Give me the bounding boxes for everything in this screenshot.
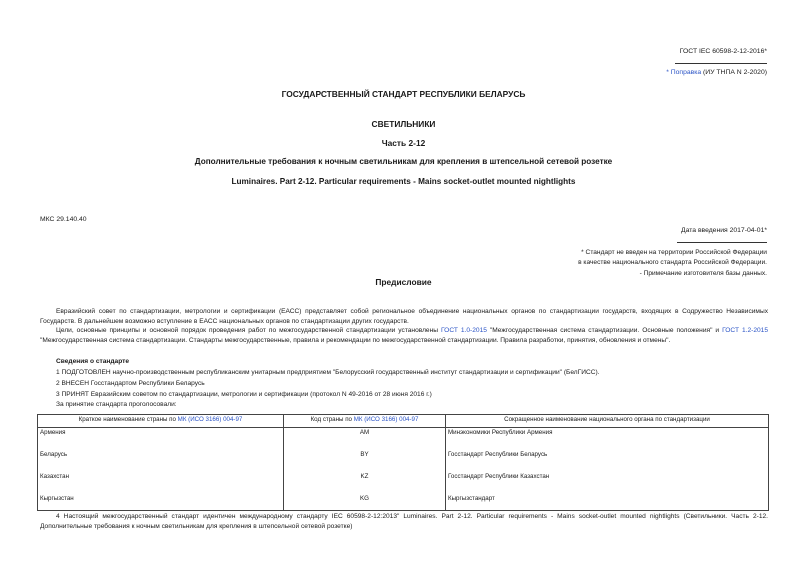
vote-line: За принятие стандарта проголосовали: bbox=[56, 401, 177, 408]
gost-1-2-link[interactable]: ГОСТ 1.2-2015 bbox=[722, 327, 768, 334]
header-text: Код страны по bbox=[310, 416, 354, 423]
column-header-code bbox=[284, 415, 446, 428]
note-line: в качестве национального стандарта Российской Федерации. bbox=[578, 259, 767, 267]
preface-paragraph-2 bbox=[40, 326, 768, 346]
amendment-text: (ИУ ТНПА N 2-2020) bbox=[701, 69, 767, 76]
state-standard-title: ГОСУДАРСТВЕННЫЙ СТАНДАРТ РЕСПУБЛИКИ БЕЛАРУСЬ bbox=[281, 89, 526, 99]
mks-code: МКС 29.140.40 bbox=[40, 216, 87, 223]
gost-1-0-link[interactable]: ГОСТ 1.0-2015 bbox=[440, 327, 487, 334]
introduction-date: Дата введения 2017-04-01* bbox=[681, 227, 767, 234]
header-text: Краткое наименование страны по bbox=[78, 416, 178, 423]
code-cell: KZ bbox=[284, 466, 446, 488]
info-item-4: 4 Настоящий межгосударственный стандарт идентичен международному стандарту IEC 60598-2-12:2013" Luminaires. Part 2-12. Particular requirements - Mains socket-outlet mounted nightlights (Светильники. Часть 2-12. Дополнительные требования к ночным светильникам для крепления в штепсельной сетевой розетке) bbox=[40, 513, 768, 530]
body-cell: Минэкономики Республики Армения bbox=[446, 428, 769, 445]
note-line: - Примечание изготовителя базы данных. bbox=[639, 269, 767, 277]
column-header-country bbox=[38, 415, 284, 428]
header-divider bbox=[675, 63, 767, 64]
table-row bbox=[38, 444, 769, 466]
document-part: Часть 2-12 bbox=[381, 138, 426, 148]
document-code: ГОСТ IEC 60598-2-12-2016* bbox=[679, 48, 767, 55]
document-title: СВЕТИЛЬНИКИ bbox=[371, 119, 436, 129]
english-title: Luminaires. Part 2-12. Particular requirements - Mains socket-outlet mounted nightlights bbox=[231, 177, 576, 186]
column-header-body: Сокращенное наименование национального органа по стандартизации bbox=[446, 415, 769, 428]
voting-states-table bbox=[37, 414, 769, 511]
code-cell: AM bbox=[284, 428, 446, 445]
mk-iso-link[interactable]: МК (ИСО 3166) 004-97 bbox=[353, 416, 419, 423]
amendment-link[interactable]: * Поправка bbox=[666, 69, 702, 76]
paragraph-text: Цели, основные принципы и основной порядок проведения работ по межгосударственной стандартизации установлены bbox=[56, 327, 441, 334]
table-row bbox=[38, 466, 769, 488]
mk-iso-link[interactable]: МК (ИСО 3166) 004-97 bbox=[177, 416, 243, 423]
body-cell: Госстандарт Республики Казахстан bbox=[446, 466, 769, 488]
info-item-1: 1 ПОДГОТОВЛЕН научно-производственным республиканским унитарным предприятием "Белорусский государственный институт стандартизации и сертификации" (БелГИСС). bbox=[56, 369, 600, 376]
info-item-3: 3 ПРИНЯТ Евразийским советом по стандартизации, метрологии и сертификации (протокол N 49-2016 от 28 июня 2016 г.) bbox=[56, 391, 432, 398]
note-line: * Стандарт не введен на территории Российской Федерации bbox=[581, 249, 767, 256]
paragraph-text: "Межгосударственная система стандартизации. Стандарты межгосударственные, правила и рекомендации по межгосударственной стандартизации. Правила разработки, принятия, обновления и отмены". bbox=[40, 337, 671, 344]
body-cell: Госстандарт Республики Беларусь bbox=[446, 444, 769, 466]
code-cell: KG bbox=[284, 488, 446, 511]
body-cell: Кыргызстандарт bbox=[446, 488, 769, 511]
preface-paragraph-1: Евразийский совет по стандартизации, метрологии и сертификации (ЕАСС) представляет собой региональное объединение национальных органов по стандартизации государств, входящих в Содружество Независимых Государств. В дальнейшем возможно вступление в ЕАСС национальных органов по стандартизации других государств. bbox=[40, 308, 768, 325]
table-header-row bbox=[38, 415, 769, 428]
database-note bbox=[578, 248, 767, 279]
table-row bbox=[38, 428, 769, 445]
paragraph-text: "Межгосударственная система стандартизации. Основные положения" и bbox=[486, 327, 723, 334]
preface-heading: Предисловие bbox=[375, 277, 432, 287]
country-cell: Казахстан bbox=[38, 466, 284, 488]
note-divider bbox=[677, 242, 767, 243]
country-cell: Армения bbox=[38, 428, 284, 445]
document-subtitle: Дополнительные требования к ночным светильникам для крепления в штепсельной сетевой розетке bbox=[194, 157, 613, 166]
country-cell: Кыргызстан bbox=[38, 488, 284, 511]
table-row bbox=[38, 488, 769, 511]
amendment-note bbox=[666, 69, 767, 76]
info-item-2: 2 ВНЕСЕН Госстандартом Республики Беларусь bbox=[56, 380, 205, 387]
standard-info-heading: Сведения о стандарте bbox=[56, 358, 130, 365]
country-cell: Беларусь bbox=[38, 444, 284, 466]
code-cell: BY bbox=[284, 444, 446, 466]
